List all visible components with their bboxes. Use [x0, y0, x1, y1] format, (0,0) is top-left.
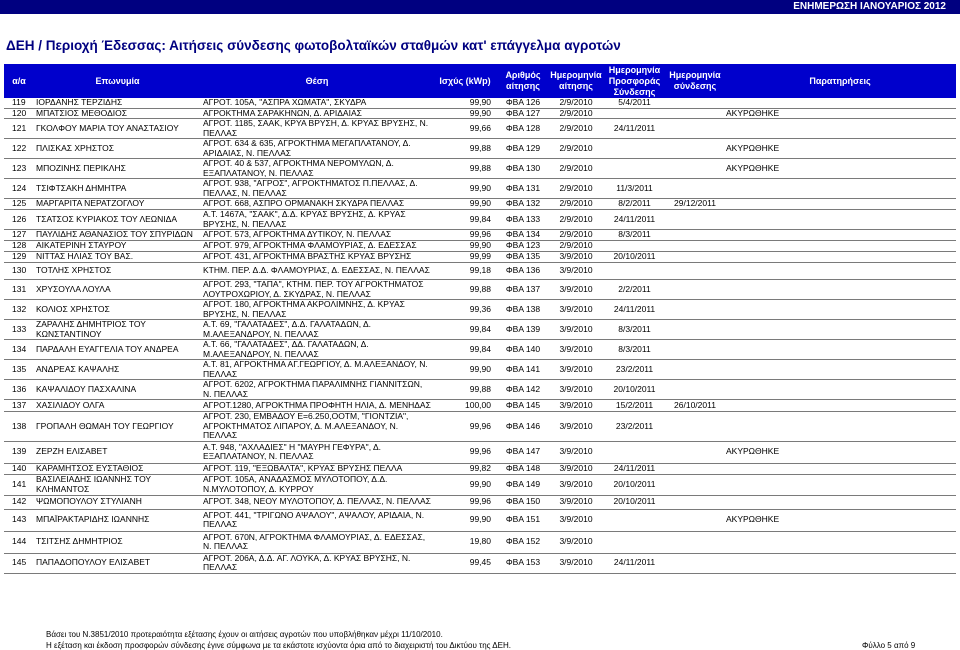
application-date: 3/9/2010: [549, 300, 603, 320]
application-number: ΦΒΑ 126: [497, 98, 549, 108]
power-kwp: 99,88: [433, 280, 497, 300]
location: ΑΓΡΟΤ. 230, ΕΜΒΑΔΟΥ Ε=6.250,ΟΟΤΜ, "ΓΙΟΝΤΖΙΑ", ΑΓΡΟΚΤΗΜΑΤΟΣ ΛΙΠΑΡΟΥ, Δ. Μ.ΑΛΕΞΑΝΔΟΥ, Ν. ΠΕΛΛΑΣ: [201, 412, 433, 442]
col-connection-date-header: Ημερομηνία σύνδεσης: [669, 70, 721, 91]
connection-date: [666, 139, 724, 159]
applicant-name: ΜΑΡΓΑΡΙΤΑ ΝΕΡΑΤΖΟΓΛΟΥ: [34, 199, 201, 210]
location: ΑΓΡΟΤ. 6202, ΑΓΡΟΚΤΗΜΑ ΠΑΡΑΛΙΜΝΗΣ ΓΙΑΝΝΙΤΣΩΝ, Ν. ΠΕΛΛΑΣ: [201, 380, 433, 400]
col-notes-header: Παρατηρήσεις: [809, 75, 871, 86]
application-date: 2/9/2010: [549, 139, 603, 159]
notes: [724, 412, 956, 442]
connection-date: [666, 300, 724, 320]
table-row: [4, 320, 956, 340]
row-number: 125: [4, 199, 34, 210]
connection-date: [666, 263, 724, 280]
power-kwp: 99,88: [433, 159, 497, 179]
row-number: 138: [4, 412, 34, 442]
table-row: [4, 179, 956, 199]
notes: [724, 280, 956, 300]
row-number: 119: [4, 98, 34, 108]
notes: [724, 360, 956, 380]
application-date: 3/9/2010: [549, 553, 603, 573]
application-number: ΦΒΑ 149: [497, 474, 549, 495]
notes: [724, 119, 956, 139]
connection-date: [666, 553, 724, 573]
row-number: 122: [4, 139, 34, 159]
location: ΑΓΡΟΤ.1280, ΑΓΡΟΚΤΗΜΑ ΠΡΟΦΗΤΗ ΗΛΙΑ, Δ. ΜΕΝΗΔΑΣ: [201, 400, 433, 412]
location: ΑΓΡΟΤ. 105Α, ΑΝΑΔΑΣΜΟΣ ΜΥΛΟΤΟΠΟΥ, Δ.Δ. Ν.ΜΥΛΟΤΟΠΟΥ, Δ. ΚΥΡΡΟΥ: [201, 474, 433, 495]
applicant-name: ΙΟΡΔΑΝΗΣ ΤΕΡΖΙΔΗΣ: [34, 98, 201, 108]
power-kwp: 99,88: [433, 139, 497, 159]
notes: [724, 531, 956, 553]
table-row: [4, 263, 956, 280]
power-kwp: 99,90: [433, 241, 497, 252]
connection-date: [666, 230, 724, 241]
notes: [724, 400, 956, 412]
location: ΑΓΡΟΤ. 180, ΑΓΡΟΚΤΗΜΑ ΑΚΡΟΛΙΜΝΗΣ, Δ. ΚΡΥΑΣ ΒΡΥΣΗΣ, Ν. ΠΕΛΛΑΣ: [201, 300, 433, 320]
connection-date: [666, 441, 724, 463]
page-number: Φύλλο 5 από 9: [862, 641, 916, 650]
row-number: 143: [4, 509, 34, 531]
application-date: 2/9/2010: [549, 241, 603, 252]
offer-date: [603, 531, 666, 553]
connection-date: [666, 340, 724, 360]
application-number: ΦΒΑ 136: [497, 263, 549, 280]
application-date: 3/9/2010: [549, 509, 603, 531]
location: ΑΓΡΟΤ. 938, "ΑΓΡΟΣ", ΑΓΡΟΚΤΗΜΑΤΟΣ Π.ΠΕΛΛΑΣ, Δ. ΠΕΛΛΑΣ, Ν. ΠΕΛΛΑΣ: [201, 179, 433, 199]
applicant-name: ΜΠΟΖΙΝΗΣ ΠΕΡΙΚΛΗΣ: [34, 159, 201, 179]
row-number: 121: [4, 119, 34, 139]
applicant-name: ΧΡΥΣΟΥΛΑ ΛΟΥΛΑ: [34, 280, 201, 300]
connection-date: [666, 179, 724, 199]
location: ΑΓΡΟΤ. 293, "ΤΑΠΑ", ΚΤΗΜ. ΠΕΡ. ΤΟΥ ΑΓΡΟΚΤΗΜΑΤΟΣ ΛΟΥΤΡΟΧΩΡΙΟΥ, Δ. ΣΚΥΔΡΑΣ, Ν. ΠΕΛΛΑΣ: [201, 280, 433, 300]
application-date: 3/9/2010: [549, 340, 603, 360]
application-number: ΦΒΑ 152: [497, 531, 549, 553]
location: ΑΓΡΟΤ. 119, "ΕΞΩΒΑΛΤΑ", ΚΡΥΑΣ ΒΡΥΣΗΣ ΠΕΛΛΑ: [201, 463, 433, 474]
connection-date: [666, 108, 724, 119]
table-header-row: [4, 64, 956, 98]
application-number: ΦΒΑ 153: [497, 553, 549, 573]
col-app-number-header: Αριθμός αίτησης: [505, 70, 541, 91]
power-kwp: 99,90: [433, 108, 497, 119]
row-number: 142: [4, 495, 34, 509]
notes: [724, 230, 956, 241]
connection-date: [666, 380, 724, 400]
location: ΑΓΡΟΤ. 431, ΑΓΡΟΚΤΗΜΑ ΒΡΑΣΤΗΣ ΚΡΥΑΣ ΒΡΥΣΗΣ: [201, 252, 433, 263]
row-number: 139: [4, 441, 34, 463]
location: ΑΓΡΟΤ. 1185, ΣΑΑΚ, ΚΡΥΑ ΒΡΥΣΗ, Δ. ΚΡΥΑΣ ΒΡΥΣΗΣ, Ν. ΠΕΛΛΑΣ: [201, 119, 433, 139]
notes: [724, 179, 956, 199]
application-number: ΦΒΑ 139: [497, 320, 549, 340]
application-number: ΦΒΑ 133: [497, 210, 549, 230]
application-number: ΦΒΑ 148: [497, 463, 549, 474]
application-date: 2/9/2010: [549, 98, 603, 108]
application-date: 3/9/2010: [549, 252, 603, 263]
connection-date: 29/12/2011: [666, 199, 724, 210]
application-number: ΦΒΑ 131: [497, 179, 549, 199]
table-row: [4, 108, 956, 119]
footer-note-1: Βάσει του Ν.3851/2010 προτεραιότητα εξέτασης έχουν οι αιτήσεις αγροτών που υποβλήθηκαν μέχρι 11/10/2010.: [46, 630, 443, 639]
notes: [724, 380, 956, 400]
power-kwp: 99,66: [433, 119, 497, 139]
connection-date: [666, 463, 724, 474]
notes: [724, 241, 956, 252]
connection-date: [666, 252, 724, 263]
applicant-name: ΚΟΛΙΟΣ ΧΡΗΣΤΟΣ: [34, 300, 201, 320]
offer-date: 5/4/2011: [603, 98, 666, 108]
col-power-header: Ισχύς (kWp): [439, 75, 491, 86]
table-row: [4, 199, 956, 210]
table-row: [4, 139, 956, 159]
application-date: 3/9/2010: [549, 380, 603, 400]
offer-date: [603, 108, 666, 119]
applicant-name: ΜΠΑΤΣΙΟΣ ΜΕΘΟΔΙΟΣ: [34, 108, 201, 119]
power-kwp: 99,90: [433, 360, 497, 380]
applicant-name: ΚΑΡΑΜΗΤΣΟΣ ΕΥΣΤΑΘΙΟΣ: [34, 463, 201, 474]
table-row: [4, 300, 956, 320]
applications-table: [4, 64, 956, 574]
row-number: 132: [4, 300, 34, 320]
table-row: [4, 98, 956, 108]
row-number: 130: [4, 263, 34, 280]
connection-date: [666, 98, 724, 108]
update-date: ΕΝΗΜΕΡΩΣΗ ΙΑΝΟΥΑΡΙΟΣ 2012: [793, 1, 946, 12]
notes: [724, 199, 956, 210]
row-number: 128: [4, 241, 34, 252]
power-kwp: 99,88: [433, 380, 497, 400]
table-row: [4, 230, 956, 241]
offer-date: 15/2/2011: [603, 400, 666, 412]
offer-date: 24/11/2011: [603, 553, 666, 573]
applicant-name: ΤΣΙΦΤΣΑΚΗ ΔΗΜΗΤΡΑ: [34, 179, 201, 199]
connection-date: [666, 280, 724, 300]
location: ΑΓΡΟΤ. 573, ΑΓΡΟΚΤΗΜΑ ΔΥΤΙΚΟΥ, Ν. ΠΕΛΛΑΣ: [201, 230, 433, 241]
application-number: ΦΒΑ 130: [497, 159, 549, 179]
table-row: [4, 119, 956, 139]
application-date: 3/9/2010: [549, 280, 603, 300]
application-number: ΦΒΑ 141: [497, 360, 549, 380]
col-name-header: Επωνυμία: [95, 75, 140, 86]
application-date: 2/9/2010: [549, 159, 603, 179]
offer-date: 11/3/2011: [603, 179, 666, 199]
connection-date: [666, 509, 724, 531]
location: ΑΓΡΟΤ. 634 & 635, ΑΓΡΟΚΤΗΜΑ ΜΕΓΑΠΛΑΤΑΝΟΥ, Δ. ΑΡΙΔΑΙΑΣ, Ν. ΠΕΛΛΑΣ: [201, 139, 433, 159]
application-number: ΦΒΑ 132: [497, 199, 549, 210]
col-location-header: Θέση: [305, 75, 329, 86]
applicant-name: ΖΕΡΖΗ ΕΛΙΣΑΒΕΤ: [34, 441, 201, 463]
connection-date: [666, 531, 724, 553]
location: Α.Τ. 1467Α, "ΣΑΑΚ", Δ.Δ. ΚΡΥΑΣ ΒΡΥΣΗΣ, Δ. ΚΡΥΑΣ ΒΡΥΣΗΣ, Ν. ΠΕΛΛΑΣ: [201, 210, 433, 230]
power-kwp: 99,90: [433, 509, 497, 531]
applicant-name: ΓΡΟΠΑΛΗ ΘΩΜΑΗ ΤΟΥ ΓΕΩΡΓΙΟΥ: [34, 412, 201, 442]
application-date: 3/9/2010: [549, 463, 603, 474]
power-kwp: 99,96: [433, 230, 497, 241]
location: Α.Τ. 948, "ΑΧΛΑΔΙΕΣ" Η "ΜΑΥΡΗ ΓΕΦΥΡΑ", Δ. ΕΞΑΠΛΑΤΑΝΟΥ, Ν. ΠΕΛΛΑΣ: [201, 441, 433, 463]
row-number: 124: [4, 179, 34, 199]
application-date: 3/9/2010: [549, 400, 603, 412]
offer-date: [603, 241, 666, 252]
application-number: ΦΒΑ 129: [497, 139, 549, 159]
power-kwp: 99,90: [433, 179, 497, 199]
table-row: [4, 380, 956, 400]
offer-date: [603, 509, 666, 531]
application-date: 3/9/2010: [549, 474, 603, 495]
application-number: ΦΒΑ 137: [497, 280, 549, 300]
applicant-name: ΑΙΚΑΤΕΡΙΝΗ ΣΤΑΥΡΟΥ: [34, 241, 201, 252]
connection-date: [666, 119, 724, 139]
applicant-name: ΨΩΜΟΠΟΥΛΟΥ ΣΤΥΛΙΑΝΗ: [34, 495, 201, 509]
power-kwp: 19,80: [433, 531, 497, 553]
application-number: ΦΒΑ 127: [497, 108, 549, 119]
power-kwp: 99,99: [433, 252, 497, 263]
power-kwp: 99,96: [433, 412, 497, 442]
applicant-name: ΑΝΔΡΕΑΣ ΚΑΨΑΛΗΣ: [34, 360, 201, 380]
location: ΑΓΡΟΤ. 206Α, Δ.Δ. ΑΓ. ΛΟΥΚΑ, Δ. ΚΡΥΑΣ ΒΡΥΣΗΣ, Ν. ΠΕΛΛΑΣ: [201, 553, 433, 573]
offer-date: 8/3/2011: [603, 230, 666, 241]
table-row: [4, 252, 956, 263]
connection-date: [666, 320, 724, 340]
application-number: ΦΒΑ 134: [497, 230, 549, 241]
notes: [724, 300, 956, 320]
table-row: [4, 360, 956, 380]
offer-date: 24/11/2011: [603, 463, 666, 474]
notes: [724, 320, 956, 340]
table-row: [4, 159, 956, 179]
applicant-name: ΠΑΡΔΑΛΗ ΕΥΑΓΓΕΛΙΑ ΤΟΥ ΑΝΔΡΕΑ: [34, 340, 201, 360]
col-app-date-header: Ημερομηνία αίτησης: [550, 70, 602, 91]
col-aa-header: α/α: [12, 75, 26, 86]
application-date: 3/9/2010: [549, 531, 603, 553]
location: ΚΤΗΜ. ΠΕΡ. Δ.Δ. ΦΛΑΜΟΥΡΙΑΣ, Δ. ΕΔΕΣΣΑΣ, Ν. ΠΕΛΛΑΣ: [201, 263, 433, 280]
location: ΑΓΡΟΤ. 105Α, "ΑΣΠΡΑ ΧΩΜΑΤΑ", ΣΚΥΔΡΑ: [201, 98, 433, 108]
location: ΑΓΡΟΤ. 979, ΑΓΡΟΚΤΗΜΑ ΦΛΑΜΟΥΡΙΑΣ, Δ. ΕΔΕΣΣΑΣ: [201, 241, 433, 252]
applicant-name: ΖΑΡΑΛΗΣ ΔΗΜΗΤΡΙΟΣ ΤΟΥ ΚΩΝΣΤΑΝΤΙΝΟΥ: [34, 320, 201, 340]
power-kwp: 99,82: [433, 463, 497, 474]
power-kwp: 99,18: [433, 263, 497, 280]
location: ΑΓΡΟΤ. 441, "ΤΡΙΓΩΝΟ ΑΨΑΛΟΥ", ΑΨΑΛΟΥ, ΑΡΙΔΑΙΑ, Ν. ΠΕΛΛΑΣ: [201, 509, 433, 531]
application-date: 3/9/2010: [549, 360, 603, 380]
row-number: 135: [4, 360, 34, 380]
top-banner: [0, 0, 960, 14]
application-number: ΦΒΑ 140: [497, 340, 549, 360]
row-number: 127: [4, 230, 34, 241]
row-number: 123: [4, 159, 34, 179]
table-row: [4, 412, 956, 442]
row-number: 136: [4, 380, 34, 400]
table-row: [4, 474, 956, 495]
applicant-name: ΒΑΣΙΛΕΙΑΔΗΣ ΙΩΑΝΝΗΣ ΤΟΥ ΚΛΗΜΑΝΤΟΣ: [34, 474, 201, 495]
application-number: ΦΒΑ 150: [497, 495, 549, 509]
application-number: ΦΒΑ 145: [497, 400, 549, 412]
applicant-name: ΧΑΣΙΛΙΔΟΥ ΟΛΓΑ: [34, 400, 201, 412]
applicant-name: ΤΣΙΤΣΗΣ ΔΗΜΗΤΡΙΟΣ: [34, 531, 201, 553]
application-date: 3/9/2010: [549, 441, 603, 463]
table-row: [4, 495, 956, 509]
applicant-name: ΤΣΑΤΣΟΣ ΚΥΡΙΑΚΟΣ ΤΟΥ ΛΕΩΝΙΔΑ: [34, 210, 201, 230]
offer-date: 20/10/2011: [603, 252, 666, 263]
connection-date: [666, 210, 724, 230]
offer-date: 20/10/2011: [603, 495, 666, 509]
connection-date: 26/10/2011: [666, 400, 724, 412]
offer-date: [603, 139, 666, 159]
notes: [724, 263, 956, 280]
location: ΑΓΡΟΤ. 40 & 537, ΑΓΡΟΚΤΗΜΑ ΝΕΡΟΜΥΛΩΝ, Δ. ΕΞΑΠΛΑΤΑΝΟΥ, Ν. ΠΕΛΛΑΣ: [201, 159, 433, 179]
applicant-name: ΠΛΙΣΚΑΣ ΧΡΗΣΤΟΣ: [34, 139, 201, 159]
application-date: 2/9/2010: [549, 108, 603, 119]
row-number: 140: [4, 463, 34, 474]
notes: [724, 463, 956, 474]
row-number: 141: [4, 474, 34, 495]
table-row: [4, 241, 956, 252]
table-row: [4, 441, 956, 463]
application-number: ΦΒΑ 147: [497, 441, 549, 463]
row-number: 120: [4, 108, 34, 119]
power-kwp: 99,90: [433, 474, 497, 495]
application-date: 2/9/2010: [549, 230, 603, 241]
table-row: [4, 531, 956, 553]
application-number: ΦΒΑ 138: [497, 300, 549, 320]
application-number: ΦΒΑ 123: [497, 241, 549, 252]
power-kwp: 99,90: [433, 98, 497, 108]
connection-date: [666, 241, 724, 252]
offer-date: [603, 263, 666, 280]
application-date: 3/9/2010: [549, 412, 603, 442]
application-date: 3/9/2010: [549, 495, 603, 509]
row-number: 145: [4, 553, 34, 573]
offer-date: 23/2/2011: [603, 412, 666, 442]
notes: ΑΚΥΡΩΘΗΚΕ: [724, 441, 956, 463]
table-row: [4, 400, 956, 412]
notes: [724, 474, 956, 495]
notes: [724, 340, 956, 360]
power-kwp: 99,96: [433, 495, 497, 509]
offer-date: 23/2/2011: [603, 360, 666, 380]
application-number: ΦΒΑ 151: [497, 509, 549, 531]
application-date: 2/9/2010: [549, 199, 603, 210]
connection-date: [666, 474, 724, 495]
application-date: 3/9/2010: [549, 263, 603, 280]
connection-date: [666, 159, 724, 179]
footer-note-2: Η εξέταση και έκδοση προσφορών σύνδεσης έγινε σύμφωνα με τα εκάστοτε ισχύοντα όρια από το διαχειριστή του Δικτύου της ΔΕΗ.: [46, 641, 511, 650]
applicant-name: ΓΚΟΛΦΟΥ ΜΑΡΙΑ ΤΟΥ ΑΝΑΣΤΑΣΙΟΥ: [34, 119, 201, 139]
power-kwp: 100,00: [433, 400, 497, 412]
notes: [724, 252, 956, 263]
location: ΑΓΡΟΤ. 668, ΑΣΠΡΟ ΟΡΜΑΝΑΚΗ ΣΚΥΔΡΑ ΠΕΛΛΑΣ: [201, 199, 433, 210]
table-row: [4, 509, 956, 531]
applicant-name: ΜΠΑΪΡΑΚΤΑΡΙΔΗΣ ΙΩΑΝΝΗΣ: [34, 509, 201, 531]
offer-date: 20/10/2011: [603, 380, 666, 400]
applicant-name: ΠΑΥΛΙΔΗΣ ΑΘΑΝΑΣΙΟΣ ΤΟΥ ΣΠΥΡΙΔΩΝ: [34, 230, 201, 241]
application-number: ΦΒΑ 146: [497, 412, 549, 442]
offer-date: 24/11/2011: [603, 119, 666, 139]
offer-date: 8/2/2011: [603, 199, 666, 210]
row-number: 134: [4, 340, 34, 360]
notes: [724, 495, 956, 509]
application-number: ΦΒΑ 135: [497, 252, 549, 263]
row-number: 133: [4, 320, 34, 340]
location: ΑΓΡΟΤ. 348, ΝΕΟΥ ΜΥΛΟΤΟΠΟΥ, Δ. ΠΕΛΛΑΣ, Ν. ΠΕΛΛΑΣ: [201, 495, 433, 509]
power-kwp: 99,36: [433, 300, 497, 320]
applicant-name: ΤΟΤΛΗΣ ΧΡΗΣΤΟΣ: [34, 263, 201, 280]
table-row: [4, 280, 956, 300]
power-kwp: 99,96: [433, 441, 497, 463]
offer-date: 2/2/2011: [603, 280, 666, 300]
row-number: 137: [4, 400, 34, 412]
applicant-name: ΠΑΠΑΔΟΠΟΥΛΟΥ ΕΛΙΣΑΒΕΤ: [34, 553, 201, 573]
connection-date: [666, 495, 724, 509]
application-date: 2/9/2010: [549, 179, 603, 199]
power-kwp: 99,84: [433, 210, 497, 230]
offer-date: 20/10/2011: [603, 474, 666, 495]
table-row: [4, 463, 956, 474]
applicant-name: ΝΙΤΤΑΣ ΗΛΙΑΣ ΤΟΥ ΒΑΣ.: [34, 252, 201, 263]
offer-date: 8/3/2011: [603, 320, 666, 340]
location: Α.Τ. 66, "ΓΑΛΑΤΑΔΕΣ", ΔΔ. ΓΑΛΑΤΑΔΩΝ, Δ. Μ.ΑΛΕΞΑΝΔΡΟΥ, Ν. ΠΕΛΛΑΣ: [201, 340, 433, 360]
notes: ΑΚΥΡΩΘΗΚΕ: [724, 108, 956, 119]
row-number: 126: [4, 210, 34, 230]
offer-date: [603, 441, 666, 463]
power-kwp: 99,84: [433, 340, 497, 360]
application-date: 2/9/2010: [549, 210, 603, 230]
col-offer-date-header: Ημερομηνία Προσφοράς Σύνδεσης: [608, 64, 661, 97]
notes: ΑΚΥΡΩΘΗΚΕ: [724, 139, 956, 159]
location: ΑΓΡΟΚΤΗΜΑ ΣΑΡΑΚΗΝΩΝ, Δ. ΑΡΙΔΑΙΑΣ: [201, 108, 433, 119]
notes: [724, 553, 956, 573]
power-kwp: 99,45: [433, 553, 497, 573]
location: Α.Τ. 81, ΑΓΡΟΚΤΗΜΑ ΑΓ.ΓΕΩΡΓΙΟΥ, Δ. Μ.ΑΛΕΞΑΝΔΟΥ, Ν. ΠΕΛΛΑΣ: [201, 360, 433, 380]
location: Α.Τ. 69, "ΓΑΛΑΤΑΔΕΣ", Δ.Δ. ΓΑΛΑΤΑΔΩΝ, Δ. Μ.ΑΛΕΞΑΝΔΡΟΥ, Ν. ΠΕΛΛΑΣ: [201, 320, 433, 340]
notes: ΑΚΥΡΩΘΗΚΕ: [724, 509, 956, 531]
application-number: ΦΒΑ 142: [497, 380, 549, 400]
notes: [724, 210, 956, 230]
notes: ΑΚΥΡΩΘΗΚΕ: [724, 159, 956, 179]
row-number: 131: [4, 280, 34, 300]
applicant-name: ΚΑΨΑΛΙΔΟΥ ΠΑΣΧΑΛΙΝΑ: [34, 380, 201, 400]
table-row: [4, 340, 956, 360]
table-row: [4, 210, 956, 230]
power-kwp: 99,84: [433, 320, 497, 340]
application-date: 3/9/2010: [549, 320, 603, 340]
offer-date: 24/11/2011: [603, 300, 666, 320]
offer-date: [603, 159, 666, 179]
connection-date: [666, 412, 724, 442]
offer-date: 8/3/2011: [603, 340, 666, 360]
row-number: 144: [4, 531, 34, 553]
connection-date: [666, 360, 724, 380]
application-date: 2/9/2010: [549, 119, 603, 139]
offer-date: 24/11/2011: [603, 210, 666, 230]
row-number: 129: [4, 252, 34, 263]
location: ΑΓΡΟΤ. 670Ν, ΑΓΡΟΚΤΗΜΑ ΦΛΑΜΟΥΡΙΑΣ, Δ. ΕΔΕΣΣΑΣ, Ν. ΠΕΛΛΑΣ: [201, 531, 433, 553]
application-number: ΦΒΑ 128: [497, 119, 549, 139]
power-kwp: 99,90: [433, 199, 497, 210]
notes: [724, 98, 956, 108]
table-row: [4, 553, 956, 573]
page-title: ΔΕΗ / Περιοχή Έδεσσας: Αιτήσεις σύνδεσης φωτοβολταϊκών σταθμών κατ' επάγγελμα αγροτών: [6, 38, 621, 53]
